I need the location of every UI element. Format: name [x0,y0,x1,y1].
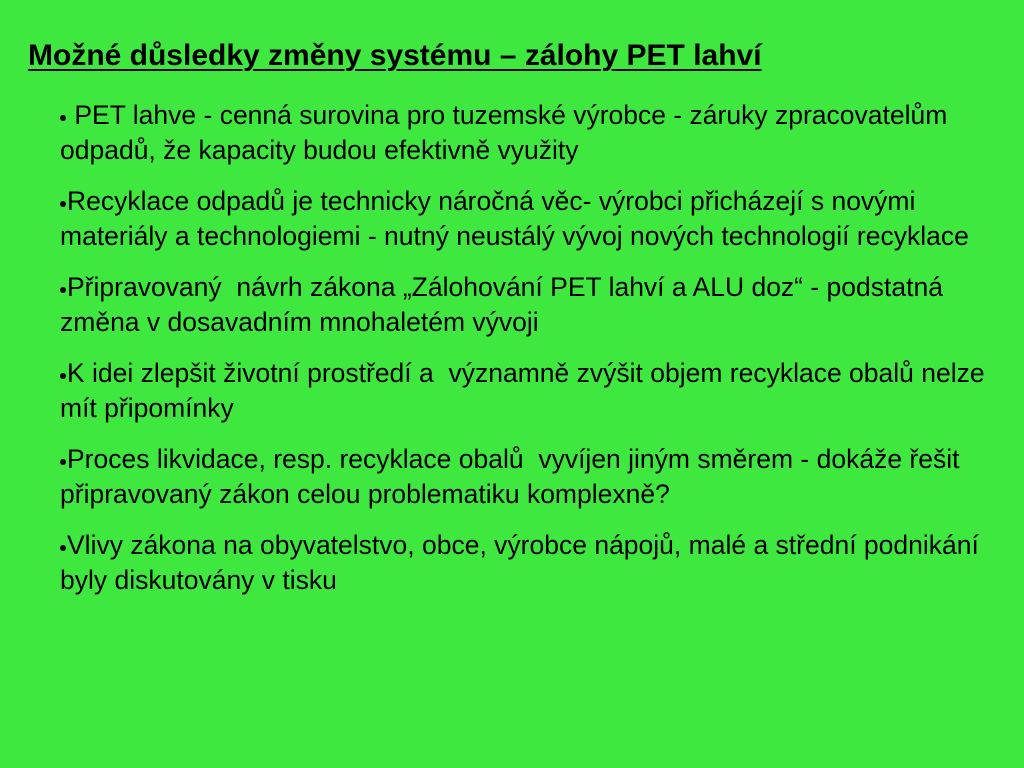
bullet-dot-icon [60,201,66,207]
bullet-item [60,356,1012,426]
bullet-item [60,270,1012,340]
bullet-item [60,184,1012,254]
bullet-item [60,528,1012,598]
bullet-item [60,98,1012,168]
bullet-dot-icon [60,287,66,293]
bullet-text: Vlivy zákona na obyvatelstvo, obce, výrobce nápojů, malé a střední podnikání byly diskutovány v tisku [60,530,987,595]
bullet-text: Připravovaný návrh zákona „Zálohování PET lahví a ALU doz“ - podstatná změna v dosavadním mnohaletém vývoji [60,272,951,337]
bullet-text: K idei zlepšit životní prostředí a významně zvýšit objem recyklace obalů nelze mít připomínky [60,358,992,423]
bullet-text: Recyklace odpadů je technicky náročná věc- výrobci přicházejí s novými materiály a technologiemi - nutný neustálý vývoj nových technologií recyklace [60,186,969,251]
bullet-dot-icon [60,373,66,379]
bullet-dot-icon [60,459,66,465]
bullet-item [60,442,1012,512]
bullet-list [60,98,1012,614]
bullet-dot-icon [60,545,66,551]
bullet-text: Proces likvidace, resp. recyklace obalů vyvíjen jiným směrem - dokáže řešit připravovaný zákon celou problematiku komplexně? [60,444,967,509]
bullet-dot-icon [60,115,66,121]
slide-title: Možné důsledky změny systému – zálohy PET lahví [28,39,762,72]
bullet-text: PET lahve - cenná surovina pro tuzemské výrobce - záruky zpracovatelům odpadů, že kapacity budou efektivně využity [60,100,955,165]
